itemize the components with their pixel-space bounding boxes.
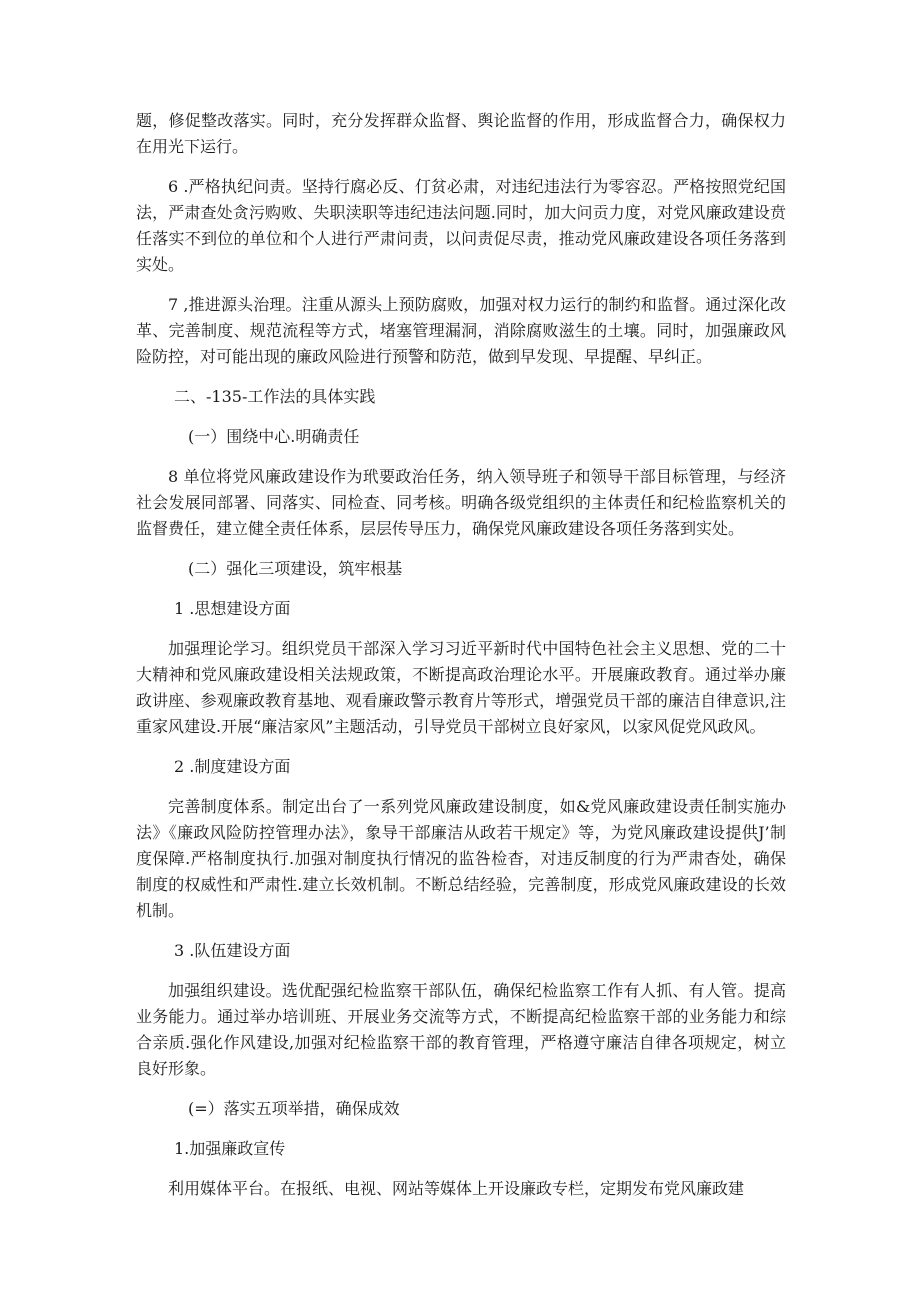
item-heading-ideology: 1 .思想建设方面 [174,599,291,618]
item-heading-team: 3 .队伍建设方面 [174,941,291,960]
body-paragraph-institution: 完善制度体系。制定出台了一系列党风廉政建设制度，如&党风廉政建设责任制实施办法》《廉政风险防控管理办法》，象导干部廉洁从政若干规定》等，为党风廉政建设提供J’制度保障.严格制度执行.加强对制度执行情况的监咎检杳，对违反制度的行为严肃杳处，确保制度的权威性和严肃性.建立长效机制。不断总结经验，完善制度，形成党风廉政建设的长效机制。 [136,797,786,920]
item-heading-institution: 2 .制度建设方面 [174,757,291,776]
subsection-heading-1: (一）围绕中心.明确责任 [188,427,360,446]
body-paragraph-item-6: 6 .严格执纪问责。坚持行腐必反、仃贫必肃，对违纪违法行为零容忍。严格按照党纪国法，严肃查处贪污购败、失职渎职等违纪违法问题.同时，加大问贡力度，对党风廉政建设贲任落实不到位的单位和个人进行严肃问责，以问责促尽责，推动党风廉政建设各项任务落到实处。 [136,177,786,274]
document-page [136,108,786,1216]
body-paragraph-team: 加强组织建设。选优配强纪检监察干部队伍，确保纪检监察工作有人抓、有人管。提高业务能力。通过举办培训班、开展业务交流等方式，不断提高纪检监察干部的业务能力和综合亲质.强化作风建设,加强对纪检监察干部的教育管理，严格遵守廉洁自律各项规定，树立良好形象。 [136,981,786,1078]
section-heading-2: 二、-135-工作法的具体实践 [174,387,376,406]
item-heading-publicity: 1.加强廉政宣传 [174,1139,286,1158]
body-paragraph-ideology: 加强理论学习。组织党员干部深入学习习近平新时代中国特色社会主义思想、党的二十大精神和党风廉政建设相关法规政策，不断提高政治理论水平。开展廉政教育。通过举办廉政讲座、参观廉政教育基地、观看廉政警示教育片等形式，增强党员干部的廉洁自律意识,注重家风建设.开展“廉洁家风”主题活动，引导党员干部树立良好家风，以家风促党风政风。 [136,639,786,736]
body-paragraph-item-7: 7 ,推进源头治理。注重从源头上预防腐败，加强对权力运行的制约和监督。通过深化改革、完善制度、规范流程等方式，堵塞管理漏洞，消除腐败滋生的土壤。同时，加强廉政风险防控，对可能出现的廉政风险进行预警和防范，做到早发现、早提醒、早纠正。 [136,295,786,366]
subsection-heading-2: (二）强化三项建设，筑牢根基 [188,559,403,578]
body-paragraph-publicity: 利用媒体平台。在报纸、电视、网站等媒体上开设廉政专栏，定期发布党风廉政建 [168,1179,745,1198]
subsection-heading-3: (=）落实五项举措，确保成效 [188,1099,400,1118]
body-paragraph-item-8: 8 单位将党风廉政建设作为玳要政治任务，纳入领导班子和领导干部目标管理，与经济社会发展同部署、同落实、同检查、同考核。明确各级党组织的主体责任和纪检监察机关的监督费任，建立健全责任体系，层层传导压力，确保党风廉政建设各项任务落到实处。 [136,467,786,538]
body-paragraph-continuation: 题，修促整改落实。同时，充分发挥群众监督、舆论监督的作用，形成监督合力，确保权力在用光下运行。 [136,111,786,156]
